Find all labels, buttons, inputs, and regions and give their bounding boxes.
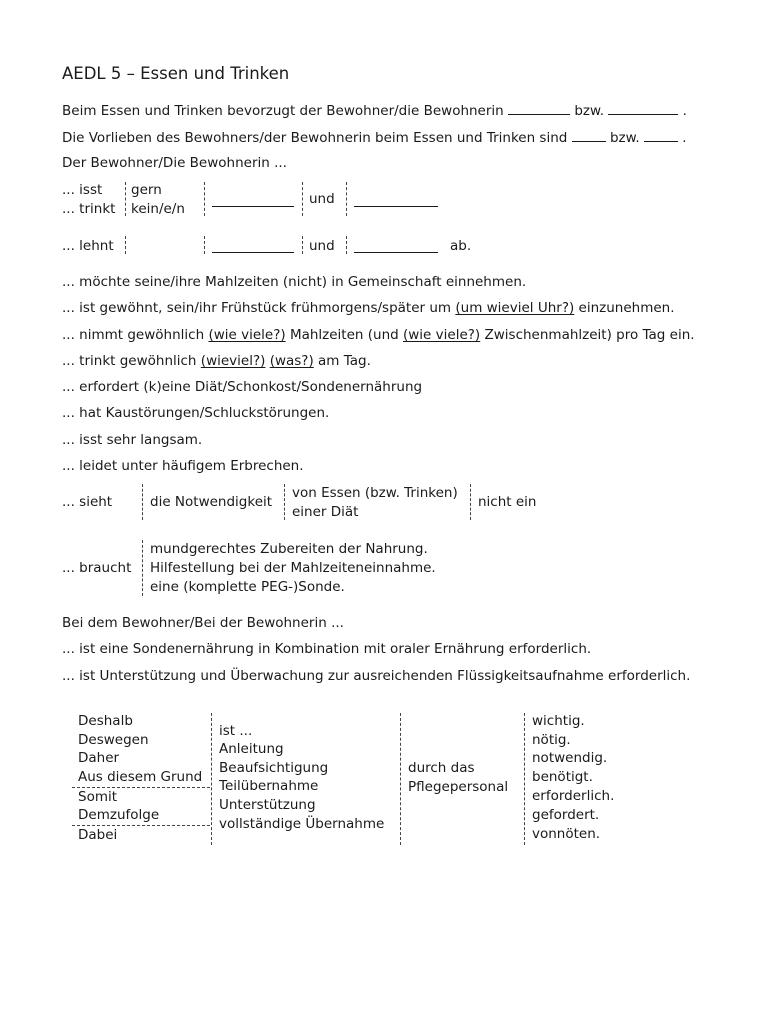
fill-blank[interactable] — [572, 128, 606, 142]
fill-blank[interactable] — [354, 252, 438, 253]
bei-intro: Bei dem Bewohner/Bei der Bewohnerin ... — [62, 615, 344, 631]
column-divider — [470, 484, 471, 520]
preferences-line — [62, 128, 687, 147]
braucht-option: mundgerechtes Zubereiten der Nahrung. — [150, 541, 428, 557]
necessity-option: erforderlich. — [532, 788, 615, 804]
time-question: (um wieviel Uhr?) — [455, 300, 575, 316]
necessity-option: gefordert. — [532, 807, 600, 823]
sentence-kaustoerungen: ... hat Kaustörungen/Schluckstörungen. — [62, 405, 330, 421]
support-option: Anleitung — [219, 741, 284, 757]
necessity-option: vonnöten. — [532, 826, 601, 842]
connector-option: Deswegen — [78, 732, 149, 748]
und-text: und — [309, 191, 335, 207]
column-divider — [142, 540, 143, 596]
connector-option: Dabei — [78, 827, 118, 843]
amount-question: (wieviel?) — [200, 353, 266, 369]
sentence-text: ... trinkt gewöhnlich — [62, 353, 197, 369]
fill-blank[interactable] — [608, 101, 678, 115]
column-divider — [400, 713, 401, 845]
sentence-fluessigkeit: ... ist Unterstützung und Überwachung zur ausreichenden Flüssigkeitsaufnahme erforderlich. — [62, 668, 691, 684]
ab-text: ab. — [450, 238, 472, 254]
fill-blank[interactable] — [644, 128, 678, 142]
column-divider — [346, 236, 347, 254]
und-text: und — [309, 238, 335, 254]
sentence-trinkt — [62, 352, 371, 370]
column-divider — [125, 236, 126, 254]
resident-intro: Der Bewohner/Die Bewohnerin ... — [62, 155, 287, 171]
column-divider — [346, 182, 347, 216]
what-question: (was?) — [269, 353, 314, 369]
count-question: (wie viele?) — [208, 327, 286, 343]
braucht-option: Hilfestellung bei der Mahlzeiteneinnahme. — [150, 560, 436, 576]
gern-option: gern — [131, 182, 162, 198]
column-divider — [524, 713, 525, 845]
fill-blank[interactable] — [508, 101, 570, 115]
agent-text: durch das — [408, 760, 475, 776]
sentence-diaet: ... erfordert (k)eine Diät/Schonkost/Sondenernährung — [62, 379, 423, 395]
count-question: (wie viele?) — [403, 327, 481, 343]
sentence-gemeinschaft: ... möchte seine/ihre Mahlzeiten (nicht) in Gemeinschaft einnehmen. — [62, 274, 527, 290]
isst-label: ... isst — [62, 182, 103, 198]
agent-text: Pflegepersonal — [408, 779, 509, 795]
preference-text: Beim Essen und Trinken bevorzugt der Bewohner/die Bewohnerin — [62, 103, 504, 119]
sentence-mahlzeiten — [62, 326, 695, 344]
connector-option: Aus diesem Grund — [78, 769, 203, 785]
column-divider — [302, 182, 303, 216]
connector-option: Demzufolge — [78, 807, 160, 823]
column-divider — [302, 236, 303, 254]
support-option: Unterstützung — [219, 797, 316, 813]
fill-blank[interactable] — [354, 206, 438, 207]
connector-option: Deshalb — [78, 713, 133, 729]
column-divider — [284, 484, 285, 520]
kein-option: kein/e/n — [131, 201, 185, 217]
sentence-text: am Tag. — [318, 353, 371, 369]
support-option: Teilübernahme — [219, 778, 319, 794]
diaet-option: einer Diät — [292, 504, 359, 520]
sentence-sondenernaehrung: ... ist eine Sondenernährung in Kombination mit oraler Ernährung erforderlich. — [62, 641, 592, 657]
sentence-erbrechen: ... leidet unter häufigem Erbrechen. — [62, 458, 304, 474]
necessity-option: wichtig. — [532, 713, 585, 729]
sentence-text: ... nimmt gewöhnlich — [62, 327, 205, 343]
trinkt-label: ... trinkt — [62, 201, 116, 217]
bzw-text: bzw. — [609, 130, 640, 146]
column-divider — [142, 484, 143, 520]
support-option: vollständige Übernahme — [219, 816, 385, 832]
sentence-text: einzunehmen. — [578, 300, 675, 316]
column-divider — [125, 182, 126, 216]
sentence-langsam: ... isst sehr langsam. — [62, 432, 203, 448]
preference-line — [62, 101, 687, 120]
braucht-option: eine (komplette PEG-)Sonde. — [150, 579, 345, 595]
sentence-text: Mahlzeiten (und — [289, 327, 399, 343]
sieht-label: ... sieht — [62, 494, 113, 510]
support-option: ist ... — [219, 723, 253, 739]
support-option: Beaufsichtigung — [219, 760, 329, 776]
notwendigkeit-text: die Notwendigkeit — [150, 494, 273, 510]
period-text: . — [682, 130, 687, 146]
page-title: AEDL 5 – Essen und Trinken — [62, 64, 290, 83]
necessity-option: notwendig. — [532, 750, 608, 766]
fill-blank[interactable] — [212, 206, 294, 207]
lehnt-label: ... lehnt — [62, 238, 114, 254]
sentence-text: Zwischenmahlzeit) pro Tag ein. — [484, 327, 695, 343]
sentence-fruehstueck — [62, 299, 675, 317]
necessity-option: nötig. — [532, 732, 571, 748]
connector-option: Somit — [78, 789, 118, 805]
connector-option: Daher — [78, 750, 120, 766]
bzw-text: bzw. — [574, 103, 605, 119]
nicht-ein-text: nicht ein — [478, 494, 537, 510]
column-divider — [204, 236, 205, 254]
preferences-text: Die Vorlieben des Bewohners/der Bewohnerin beim Essen und Trinken sind — [62, 130, 568, 146]
period-text: . — [682, 103, 687, 119]
sentence-text: ... ist gewöhnt, sein/ihr Frühstück frühmorgens/später um — [62, 300, 452, 316]
braucht-label: ... braucht — [62, 560, 132, 576]
column-divider — [211, 713, 212, 845]
necessity-option: benötigt. — [532, 769, 593, 785]
essen-option: von Essen (bzw. Trinken) — [292, 485, 458, 501]
column-divider — [204, 182, 205, 216]
fill-blank[interactable] — [212, 252, 294, 253]
